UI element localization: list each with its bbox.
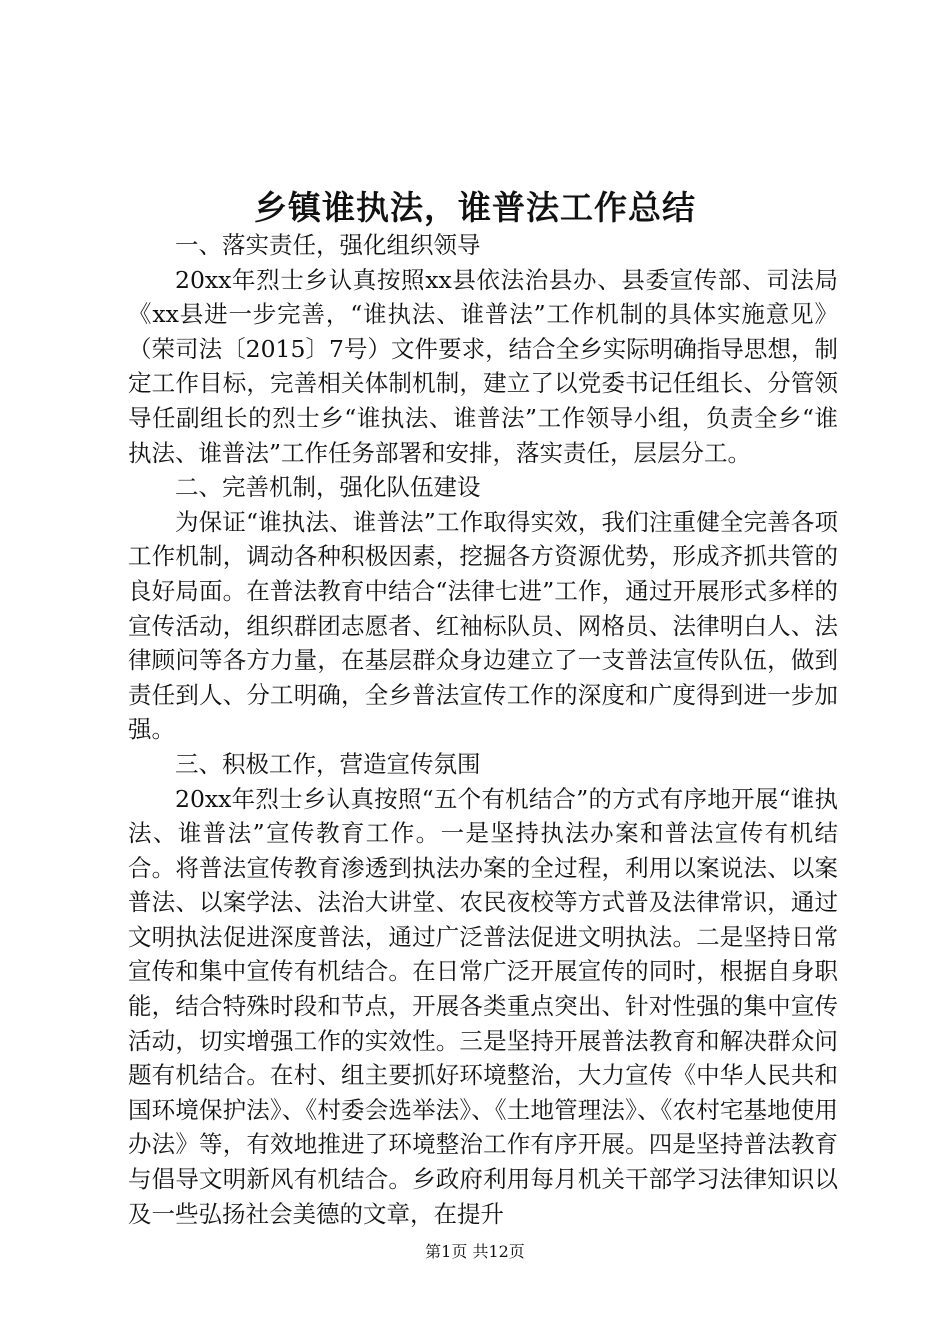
section-2-paragraph: 为保证“谁执法、谁普法”工作取得实效，我们注重健全完善各项工作机制，调动各种积极因素，挖掘各方资源优势，形成齐抓共管的良好局面。在普法教育中结合“法律七进”工作，通过开展形式多样的宣传活动，组织群团志愿者、红袖标队员、网格员、法律明白人、法律顾问等各方力量，在基层群众身边建立了一支普法宣传队伍，做到责任到人、分工明确，全乡普法宣传工作的深度和广度得到进一步加强。: [128, 507, 838, 744]
section-1-paragraph: 20xx年烈士乡认真按照xx县依法治县办、县委宣传部、司法局《xx县进一步完善，“谁执法、谁普法”工作机制的具体实施意见》（荣司法〔2015〕7号）文件要求，结合全乡实际明确指导思想，制定工作目标，完善相关体制机制，建立了以党委书记任组长、分管领导任副组长的烈士乡“谁执法、谁普法”工作领导小组，负责全乡“谁执法、谁普法”工作任务部署和安排，落实责任，层层分工。: [128, 265, 838, 467]
document-title: 乡镇谁执法，谁普法工作总结: [254, 188, 696, 227]
document-body: [128, 228, 838, 1231]
section-3-paragraph: 20xx年烈士乡认真按照“五个有机结合”的方式有序地开展“谁执法、谁普法”宣传教育工作。一是坚持执法办案和普法宣传有机结合。将普法宣传教育渗透到执法办案的全过程，利用以案说法、以案普法、以案学法、法治大讲堂、农民夜校等方式普及法律常识，通过文明执法促进深度普法，通过广泛普法促进文明执法。二是坚持日常宣传和集中宣传有机结合。在日常广泛开展宣传的同时，根据自身职能，结合特殊时段和节点，开展各类重点突出、针对性强的集中宣传活动，切实增强工作的实效性。三是坚持开展普法教育和解决群众问题有机结合。在村、组主要抓好环境整治，大力宣传《中华人民共和国环境保护法》、《村委会选举法》、《土地管理法》、《农村宅基地使用办法》等，有效地推进了环境整治工作有序开展。四是坚持普法教育与倡导文明新风有机结合。乡政府利用每月机关干部学习法律知识以及一些弘扬社会美德的文章，在提升: [128, 784, 838, 1228]
section-2-heading: 二、完善机制，强化队伍建设: [175, 473, 481, 502]
page-number-footer: 第1页 共12页: [425, 1242, 525, 1261]
section-1-heading: 一、落实责任，强化组织领导: [175, 231, 481, 259]
section-3-heading: 三、积极工作，营造宣传氛围: [175, 749, 481, 778]
